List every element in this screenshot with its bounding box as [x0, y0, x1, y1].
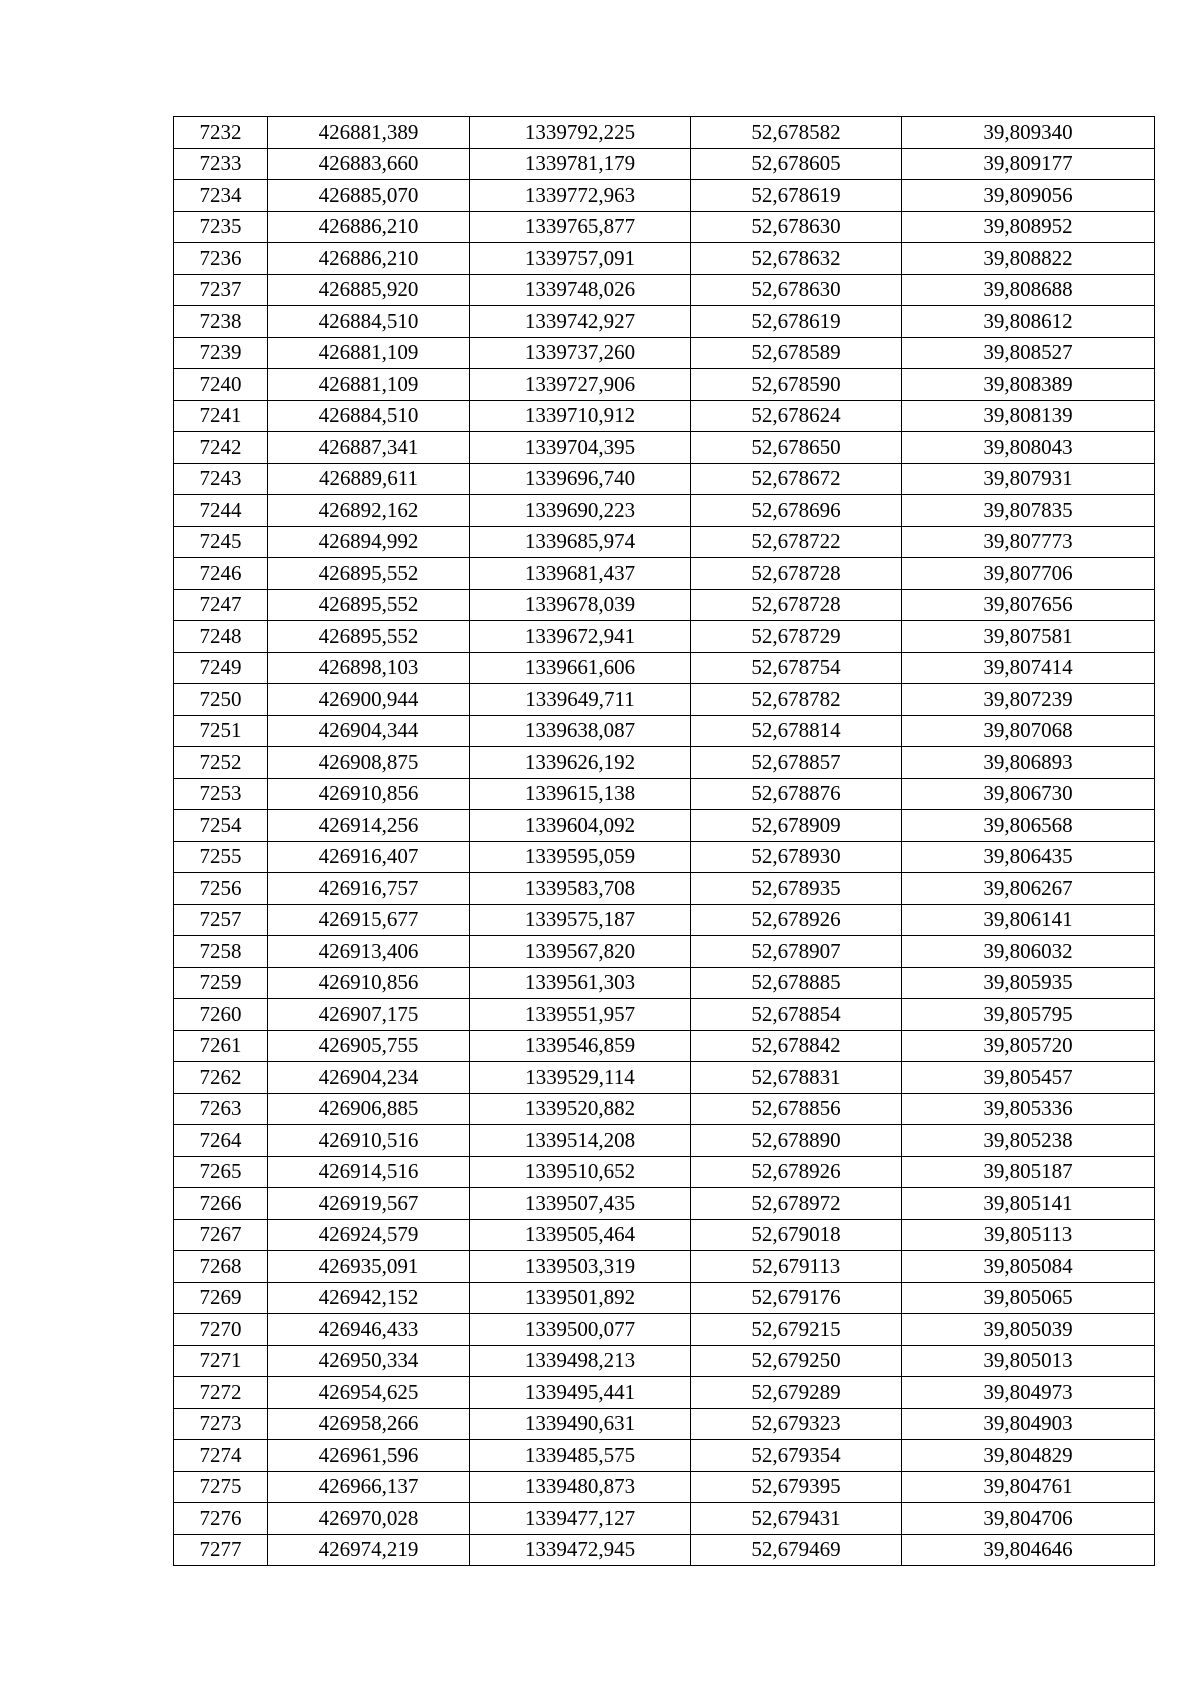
- y-coordinate-cell: 1339514,208: [470, 1125, 691, 1157]
- x-coordinate-cell: 426894,992: [268, 526, 470, 558]
- y-coordinate-cell: 1339510,652: [470, 1156, 691, 1188]
- point-number-cell: 7277: [174, 1534, 268, 1566]
- table-row: [174, 621, 1155, 653]
- table-row: [174, 400, 1155, 432]
- point-number-cell: 7261: [174, 1030, 268, 1062]
- y-coordinate-cell: 1339626,192: [470, 747, 691, 779]
- coordinates-table: [173, 116, 1155, 1566]
- table-row: [174, 936, 1155, 968]
- point-number-cell: 7237: [174, 274, 268, 306]
- point-number-cell: 7232: [174, 117, 268, 149]
- x-coordinate-cell: 426935,091: [268, 1251, 470, 1283]
- y-coordinate-cell: 1339500,077: [470, 1314, 691, 1346]
- x-coordinate-cell: 426908,875: [268, 747, 470, 779]
- y-coordinate-cell: 1339546,859: [470, 1030, 691, 1062]
- longitude-cell: 39,805457: [902, 1062, 1155, 1094]
- latitude-cell: 52,678754: [691, 652, 902, 684]
- latitude-cell: 52,679431: [691, 1503, 902, 1535]
- latitude-cell: 52,678589: [691, 337, 902, 369]
- x-coordinate-cell: 426889,611: [268, 463, 470, 495]
- y-coordinate-cell: 1339792,225: [470, 117, 691, 149]
- y-coordinate-cell: 1339704,395: [470, 432, 691, 464]
- x-coordinate-cell: 426974,219: [268, 1534, 470, 1566]
- x-coordinate-cell: 426970,028: [268, 1503, 470, 1535]
- table-row: [174, 369, 1155, 401]
- x-coordinate-cell: 426884,510: [268, 306, 470, 338]
- latitude-cell: 52,678926: [691, 1156, 902, 1188]
- longitude-cell: 39,805238: [902, 1125, 1155, 1157]
- y-coordinate-cell: 1339604,092: [470, 810, 691, 842]
- longitude-cell: 39,807706: [902, 558, 1155, 590]
- latitude-cell: 52,678619: [691, 180, 902, 212]
- longitude-cell: 39,804903: [902, 1408, 1155, 1440]
- table-row: [174, 967, 1155, 999]
- table-row: [174, 1408, 1155, 1440]
- table-row: [174, 274, 1155, 306]
- table-row: [174, 1282, 1155, 1314]
- point-number-cell: 7272: [174, 1377, 268, 1409]
- y-coordinate-cell: 1339495,441: [470, 1377, 691, 1409]
- latitude-cell: 52,679018: [691, 1219, 902, 1251]
- latitude-cell: 52,678632: [691, 243, 902, 275]
- x-coordinate-cell: 426884,510: [268, 400, 470, 432]
- table-row: [174, 495, 1155, 527]
- point-number-cell: 7257: [174, 904, 268, 936]
- longitude-cell: 39,808688: [902, 274, 1155, 306]
- table-row: [174, 1503, 1155, 1535]
- table-row: [174, 180, 1155, 212]
- point-number-cell: 7254: [174, 810, 268, 842]
- latitude-cell: 52,678876: [691, 778, 902, 810]
- table-row: [174, 904, 1155, 936]
- table-row: [174, 652, 1155, 684]
- longitude-cell: 39,807835: [902, 495, 1155, 527]
- point-number-cell: 7240: [174, 369, 268, 401]
- point-number-cell: 7243: [174, 463, 268, 495]
- x-coordinate-cell: 426913,406: [268, 936, 470, 968]
- x-coordinate-cell: 426966,137: [268, 1471, 470, 1503]
- table-row: [174, 999, 1155, 1031]
- x-coordinate-cell: 426910,856: [268, 778, 470, 810]
- y-coordinate-cell: 1339781,179: [470, 148, 691, 180]
- longitude-cell: 39,805084: [902, 1251, 1155, 1283]
- table-row: [174, 306, 1155, 338]
- latitude-cell: 52,679395: [691, 1471, 902, 1503]
- longitude-cell: 39,805935: [902, 967, 1155, 999]
- latitude-cell: 52,678930: [691, 841, 902, 873]
- latitude-cell: 52,678907: [691, 936, 902, 968]
- latitude-cell: 52,678630: [691, 211, 902, 243]
- latitude-cell: 52,679469: [691, 1534, 902, 1566]
- table-row: [174, 747, 1155, 779]
- latitude-cell: 52,678972: [691, 1188, 902, 1220]
- x-coordinate-cell: 426898,103: [268, 652, 470, 684]
- x-coordinate-cell: 426886,210: [268, 211, 470, 243]
- point-number-cell: 7252: [174, 747, 268, 779]
- y-coordinate-cell: 1339561,303: [470, 967, 691, 999]
- y-coordinate-cell: 1339505,464: [470, 1219, 691, 1251]
- table-row: [174, 1377, 1155, 1409]
- longitude-cell: 39,804761: [902, 1471, 1155, 1503]
- y-coordinate-cell: 1339595,059: [470, 841, 691, 873]
- latitude-cell: 52,678909: [691, 810, 902, 842]
- latitude-cell: 52,678590: [691, 369, 902, 401]
- table-row: [174, 1345, 1155, 1377]
- longitude-cell: 39,806032: [902, 936, 1155, 968]
- longitude-cell: 39,804706: [902, 1503, 1155, 1535]
- point-number-cell: 7260: [174, 999, 268, 1031]
- longitude-cell: 39,806730: [902, 778, 1155, 810]
- x-coordinate-cell: 426883,660: [268, 148, 470, 180]
- x-coordinate-cell: 426924,579: [268, 1219, 470, 1251]
- x-coordinate-cell: 426906,885: [268, 1093, 470, 1125]
- longitude-cell: 39,808612: [902, 306, 1155, 338]
- table-row: [174, 1030, 1155, 1062]
- latitude-cell: 52,678630: [691, 274, 902, 306]
- y-coordinate-cell: 1339737,260: [470, 337, 691, 369]
- table-row: [174, 1188, 1155, 1220]
- point-number-cell: 7235: [174, 211, 268, 243]
- x-coordinate-cell: 426910,516: [268, 1125, 470, 1157]
- point-number-cell: 7265: [174, 1156, 268, 1188]
- table-row: [174, 873, 1155, 905]
- table-row: [174, 715, 1155, 747]
- longitude-cell: 39,807239: [902, 684, 1155, 716]
- table-row: [174, 1251, 1155, 1283]
- x-coordinate-cell: 426914,516: [268, 1156, 470, 1188]
- point-number-cell: 7268: [174, 1251, 268, 1283]
- latitude-cell: 52,678842: [691, 1030, 902, 1062]
- table-row: [174, 778, 1155, 810]
- y-coordinate-cell: 1339685,974: [470, 526, 691, 558]
- table-row: [174, 1062, 1155, 1094]
- x-coordinate-cell: 426916,407: [268, 841, 470, 873]
- y-coordinate-cell: 1339710,912: [470, 400, 691, 432]
- x-coordinate-cell: 426892,162: [268, 495, 470, 527]
- y-coordinate-cell: 1339575,187: [470, 904, 691, 936]
- y-coordinate-cell: 1339757,091: [470, 243, 691, 275]
- point-number-cell: 7247: [174, 589, 268, 621]
- y-coordinate-cell: 1339672,941: [470, 621, 691, 653]
- table-row: [174, 463, 1155, 495]
- point-number-cell: 7270: [174, 1314, 268, 1346]
- longitude-cell: 39,804829: [902, 1440, 1155, 1472]
- x-coordinate-cell: 426942,152: [268, 1282, 470, 1314]
- y-coordinate-cell: 1339503,319: [470, 1251, 691, 1283]
- y-coordinate-cell: 1339583,708: [470, 873, 691, 905]
- latitude-cell: 52,678722: [691, 526, 902, 558]
- latitude-cell: 52,679215: [691, 1314, 902, 1346]
- y-coordinate-cell: 1339520,882: [470, 1093, 691, 1125]
- point-number-cell: 7248: [174, 621, 268, 653]
- latitude-cell: 52,678729: [691, 621, 902, 653]
- longitude-cell: 39,807656: [902, 589, 1155, 621]
- y-coordinate-cell: 1339490,631: [470, 1408, 691, 1440]
- point-number-cell: 7250: [174, 684, 268, 716]
- point-number-cell: 7262: [174, 1062, 268, 1094]
- table-row: [174, 1125, 1155, 1157]
- longitude-cell: 39,808952: [902, 211, 1155, 243]
- latitude-cell: 52,678831: [691, 1062, 902, 1094]
- table-row: [174, 117, 1155, 149]
- x-coordinate-cell: 426904,344: [268, 715, 470, 747]
- y-coordinate-cell: 1339477,127: [470, 1503, 691, 1535]
- longitude-cell: 39,807773: [902, 526, 1155, 558]
- x-coordinate-cell: 426881,109: [268, 369, 470, 401]
- y-coordinate-cell: 1339498,213: [470, 1345, 691, 1377]
- table-row: [174, 243, 1155, 275]
- x-coordinate-cell: 426961,596: [268, 1440, 470, 1472]
- y-coordinate-cell: 1339772,963: [470, 180, 691, 212]
- table-row: [174, 1093, 1155, 1125]
- table-row: [174, 1471, 1155, 1503]
- y-coordinate-cell: 1339696,740: [470, 463, 691, 495]
- longitude-cell: 39,809056: [902, 180, 1155, 212]
- x-coordinate-cell: 426895,552: [268, 621, 470, 653]
- longitude-cell: 39,808822: [902, 243, 1155, 275]
- longitude-cell: 39,804973: [902, 1377, 1155, 1409]
- x-coordinate-cell: 426907,175: [268, 999, 470, 1031]
- y-coordinate-cell: 1339765,877: [470, 211, 691, 243]
- latitude-cell: 52,678619: [691, 306, 902, 338]
- longitude-cell: 39,806893: [902, 747, 1155, 779]
- x-coordinate-cell: 426895,552: [268, 589, 470, 621]
- point-number-cell: 7233: [174, 148, 268, 180]
- x-coordinate-cell: 426905,755: [268, 1030, 470, 1062]
- table-row: [174, 211, 1155, 243]
- point-number-cell: 7242: [174, 432, 268, 464]
- longitude-cell: 39,806568: [902, 810, 1155, 842]
- latitude-cell: 52,678728: [691, 558, 902, 590]
- y-coordinate-cell: 1339678,039: [470, 589, 691, 621]
- y-coordinate-cell: 1339638,087: [470, 715, 691, 747]
- table-row: [174, 684, 1155, 716]
- latitude-cell: 52,678728: [691, 589, 902, 621]
- x-coordinate-cell: 426900,944: [268, 684, 470, 716]
- y-coordinate-cell: 1339661,606: [470, 652, 691, 684]
- point-number-cell: 7244: [174, 495, 268, 527]
- longitude-cell: 39,805013: [902, 1345, 1155, 1377]
- y-coordinate-cell: 1339472,945: [470, 1534, 691, 1566]
- longitude-cell: 39,804646: [902, 1534, 1155, 1566]
- table-row: [174, 841, 1155, 873]
- y-coordinate-cell: 1339480,873: [470, 1471, 691, 1503]
- y-coordinate-cell: 1339507,435: [470, 1188, 691, 1220]
- latitude-cell: 52,678672: [691, 463, 902, 495]
- longitude-cell: 39,807581: [902, 621, 1155, 653]
- longitude-cell: 39,807931: [902, 463, 1155, 495]
- longitude-cell: 39,808389: [902, 369, 1155, 401]
- latitude-cell: 52,678856: [691, 1093, 902, 1125]
- point-number-cell: 7258: [174, 936, 268, 968]
- x-coordinate-cell: 426950,334: [268, 1345, 470, 1377]
- table-row: [174, 1440, 1155, 1472]
- table-row: [174, 558, 1155, 590]
- x-coordinate-cell: 426916,757: [268, 873, 470, 905]
- latitude-cell: 52,678650: [691, 432, 902, 464]
- point-number-cell: 7273: [174, 1408, 268, 1440]
- x-coordinate-cell: 426886,210: [268, 243, 470, 275]
- y-coordinate-cell: 1339681,437: [470, 558, 691, 590]
- latitude-cell: 52,678605: [691, 148, 902, 180]
- longitude-cell: 39,805065: [902, 1282, 1155, 1314]
- longitude-cell: 39,805187: [902, 1156, 1155, 1188]
- point-number-cell: 7255: [174, 841, 268, 873]
- point-number-cell: 7276: [174, 1503, 268, 1535]
- longitude-cell: 39,805720: [902, 1030, 1155, 1062]
- point-number-cell: 7264: [174, 1125, 268, 1157]
- x-coordinate-cell: 426954,625: [268, 1377, 470, 1409]
- latitude-cell: 52,678926: [691, 904, 902, 936]
- longitude-cell: 39,807068: [902, 715, 1155, 747]
- point-number-cell: 7256: [174, 873, 268, 905]
- latitude-cell: 52,678624: [691, 400, 902, 432]
- longitude-cell: 39,806435: [902, 841, 1155, 873]
- latitude-cell: 52,678890: [691, 1125, 902, 1157]
- point-number-cell: 7234: [174, 180, 268, 212]
- latitude-cell: 52,678814: [691, 715, 902, 747]
- latitude-cell: 52,678854: [691, 999, 902, 1031]
- table-row: [174, 1219, 1155, 1251]
- x-coordinate-cell: 426910,856: [268, 967, 470, 999]
- longitude-cell: 39,806141: [902, 904, 1155, 936]
- point-number-cell: 7241: [174, 400, 268, 432]
- y-coordinate-cell: 1339649,711: [470, 684, 691, 716]
- x-coordinate-cell: 426895,552: [268, 558, 470, 590]
- point-number-cell: 7269: [174, 1282, 268, 1314]
- y-coordinate-cell: 1339742,927: [470, 306, 691, 338]
- point-number-cell: 7245: [174, 526, 268, 558]
- longitude-cell: 39,809340: [902, 117, 1155, 149]
- longitude-cell: 39,805113: [902, 1219, 1155, 1251]
- point-number-cell: 7253: [174, 778, 268, 810]
- x-coordinate-cell: 426914,256: [268, 810, 470, 842]
- latitude-cell: 52,679176: [691, 1282, 902, 1314]
- y-coordinate-cell: 1339615,138: [470, 778, 691, 810]
- longitude-cell: 39,809177: [902, 148, 1155, 180]
- latitude-cell: 52,678885: [691, 967, 902, 999]
- x-coordinate-cell: 426915,677: [268, 904, 470, 936]
- x-coordinate-cell: 426958,266: [268, 1408, 470, 1440]
- longitude-cell: 39,808527: [902, 337, 1155, 369]
- longitude-cell: 39,807414: [902, 652, 1155, 684]
- y-coordinate-cell: 1339501,892: [470, 1282, 691, 1314]
- table-row: [174, 148, 1155, 180]
- point-number-cell: 7274: [174, 1440, 268, 1472]
- longitude-cell: 39,805795: [902, 999, 1155, 1031]
- point-number-cell: 7267: [174, 1219, 268, 1251]
- point-number-cell: 7251: [174, 715, 268, 747]
- x-coordinate-cell: 426946,433: [268, 1314, 470, 1346]
- latitude-cell: 52,679354: [691, 1440, 902, 1472]
- latitude-cell: 52,678582: [691, 117, 902, 149]
- longitude-cell: 39,806267: [902, 873, 1155, 905]
- y-coordinate-cell: 1339485,575: [470, 1440, 691, 1472]
- x-coordinate-cell: 426919,567: [268, 1188, 470, 1220]
- coordinates-table-body: [174, 117, 1155, 1566]
- y-coordinate-cell: 1339748,026: [470, 274, 691, 306]
- longitude-cell: 39,808043: [902, 432, 1155, 464]
- table-row: [174, 432, 1155, 464]
- longitude-cell: 39,805336: [902, 1093, 1155, 1125]
- point-number-cell: 7249: [174, 652, 268, 684]
- table-row: [174, 589, 1155, 621]
- latitude-cell: 52,679289: [691, 1377, 902, 1409]
- point-number-cell: 7238: [174, 306, 268, 338]
- y-coordinate-cell: 1339567,820: [470, 936, 691, 968]
- latitude-cell: 52,678782: [691, 684, 902, 716]
- table-row: [174, 810, 1155, 842]
- y-coordinate-cell: 1339551,957: [470, 999, 691, 1031]
- latitude-cell: 52,679250: [691, 1345, 902, 1377]
- table-row: [174, 1314, 1155, 1346]
- point-number-cell: 7271: [174, 1345, 268, 1377]
- longitude-cell: 39,808139: [902, 400, 1155, 432]
- point-number-cell: 7239: [174, 337, 268, 369]
- latitude-cell: 52,678857: [691, 747, 902, 779]
- x-coordinate-cell: 426885,920: [268, 274, 470, 306]
- latitude-cell: 52,679113: [691, 1251, 902, 1283]
- point-number-cell: 7246: [174, 558, 268, 590]
- table-row: [174, 337, 1155, 369]
- point-number-cell: 7275: [174, 1471, 268, 1503]
- longitude-cell: 39,805039: [902, 1314, 1155, 1346]
- x-coordinate-cell: 426881,109: [268, 337, 470, 369]
- y-coordinate-cell: 1339690,223: [470, 495, 691, 527]
- y-coordinate-cell: 1339727,906: [470, 369, 691, 401]
- table-row: [174, 1156, 1155, 1188]
- x-coordinate-cell: 426881,389: [268, 117, 470, 149]
- point-number-cell: 7263: [174, 1093, 268, 1125]
- latitude-cell: 52,679323: [691, 1408, 902, 1440]
- longitude-cell: 39,805141: [902, 1188, 1155, 1220]
- point-number-cell: 7236: [174, 243, 268, 275]
- x-coordinate-cell: 426887,341: [268, 432, 470, 464]
- x-coordinate-cell: 426904,234: [268, 1062, 470, 1094]
- table-row: [174, 526, 1155, 558]
- x-coordinate-cell: 426885,070: [268, 180, 470, 212]
- latitude-cell: 52,678696: [691, 495, 902, 527]
- table-row: [174, 1534, 1155, 1566]
- point-number-cell: 7266: [174, 1188, 268, 1220]
- y-coordinate-cell: 1339529,114: [470, 1062, 691, 1094]
- latitude-cell: 52,678935: [691, 873, 902, 905]
- point-number-cell: 7259: [174, 967, 268, 999]
